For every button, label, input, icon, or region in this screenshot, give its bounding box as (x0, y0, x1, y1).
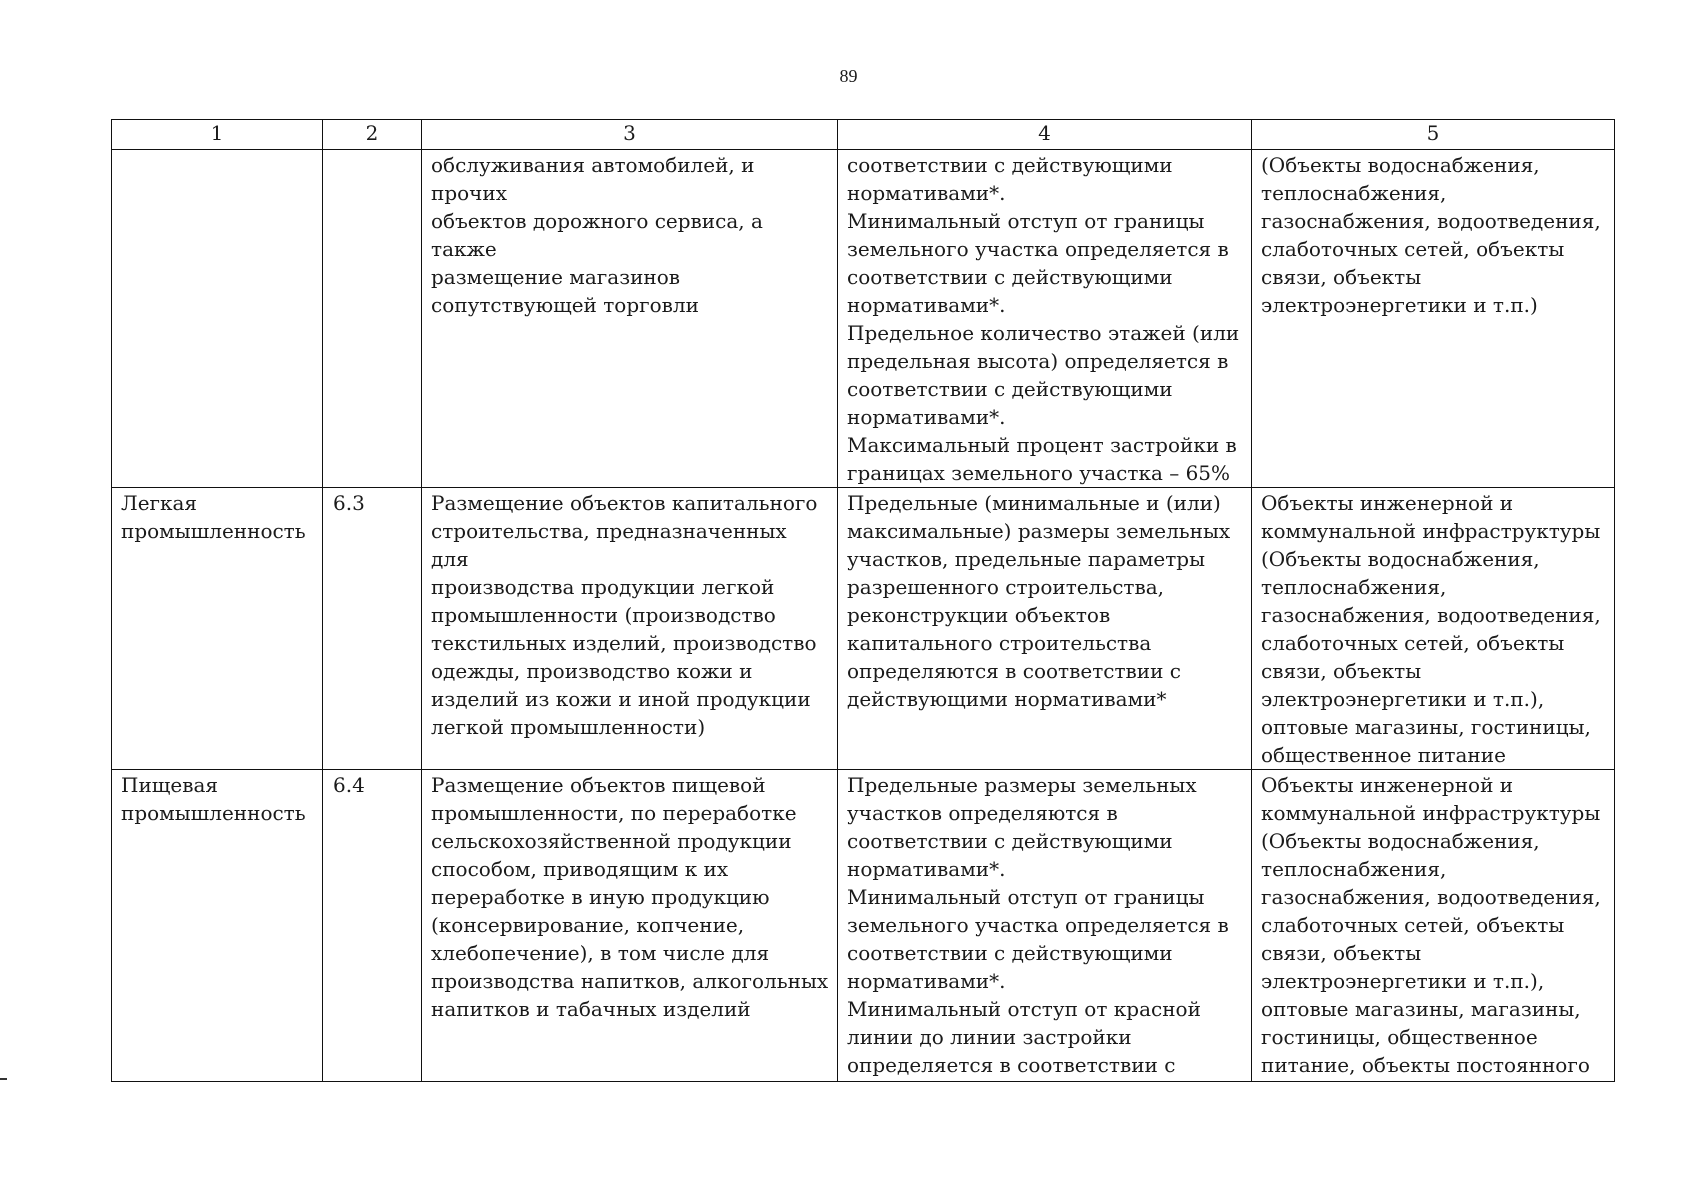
use-name-cell: Легкая промышленность (112, 488, 323, 770)
column-header-4: 4 (838, 120, 1252, 150)
column-header-1: 1 (112, 120, 323, 150)
column-header-3: 3 (422, 120, 838, 150)
building-parameters-cell: Предельные (минимальные и (или) максимальные) размеры земельных участков, предельные параметры разрешенного строительства, реконструкции объектов капитального строительства определяются в соответствии с действующими нормативами* (838, 488, 1252, 770)
building-parameters-cell: соответствии с действующими нормативами*. Минимальный отступ от границы земельного участка определяется в соответствии с действующими нормативами*. Предельное количество этажей (или предельная высота) определяется в соответствии с действующими нормативами*. Максимальный процент застройки в границах земельного участка – 65% (838, 150, 1252, 488)
use-description-cell: Размещение объектов капитального строительства, предназначенных для производства продукции легкой промышленности (производство текстильных изделий, производство одежды, производство кожи и изделий из кожи и иной продукции легкой промышленности) (422, 488, 838, 770)
page-number: 89 (839, 66, 858, 86)
use-name-cell: Пищевая промышленность (112, 770, 323, 1082)
column-header-2: 2 (323, 120, 422, 150)
use-description-cell: обслуживания автомобилей, и прочих объектов дорожного сервиса, а также размещение магазинов сопутствующей торговли (422, 150, 838, 488)
use-description-cell: Размещение объектов пищевой промышленности, по переработке сельскохозяйственной продукции способом, приводящим к их переработке в иную продукцию (консервирование, копчение, хлебопечение), в том числе для производства напитков, алкогольных напитков и табачных изделий (422, 770, 838, 1082)
auxiliary-uses-cell: (Объекты водоснабжения, теплоснабжения, газоснабжения, водоотведения, слаботочных сетей, объекты связи, объекты электроэнергетики и т.п.) (1252, 150, 1615, 488)
table-row (112, 488, 1615, 770)
column-header-5: 5 (1252, 120, 1615, 150)
table-row (112, 150, 1615, 488)
use-code-cell: 6.3 (323, 488, 422, 770)
land-use-table (111, 119, 1615, 1082)
table-header-row (112, 120, 1615, 150)
table-row (112, 770, 1615, 1082)
auxiliary-uses-cell: Объекты инженерной и коммунальной инфраструктуры (Объекты водоснабжения, теплоснабжения, газоснабжения, водоотведения, слаботочных сетей, объекты связи, объекты электроэнергетики и т.п.), оптовые магазины, гостиницы, общественное питание (1252, 488, 1615, 770)
building-parameters-cell: Предельные размеры земельных участков определяются в соответствии с действующими нормативами*. Минимальный отступ от границы земельного участка определяется в соответствии с действующими нормативами*. Минимальный отступ от красной линии до линии застройки определяется в соответствии с (838, 770, 1252, 1082)
use-code-cell (323, 150, 422, 488)
margin-mark (0, 1078, 7, 1080)
use-code-cell: 6.4 (323, 770, 422, 1082)
use-name-cell (112, 150, 323, 488)
auxiliary-uses-cell: Объекты инженерной и коммунальной инфраструктуры (Объекты водоснабжения, теплоснабжения, газоснабжения, водоотведения, слаботочных сетей, объекты связи, объекты электроэнергетики и т.п.), оптовые магазины, магазины, гостиницы, общественное питание, объекты постоянного (1252, 770, 1615, 1082)
